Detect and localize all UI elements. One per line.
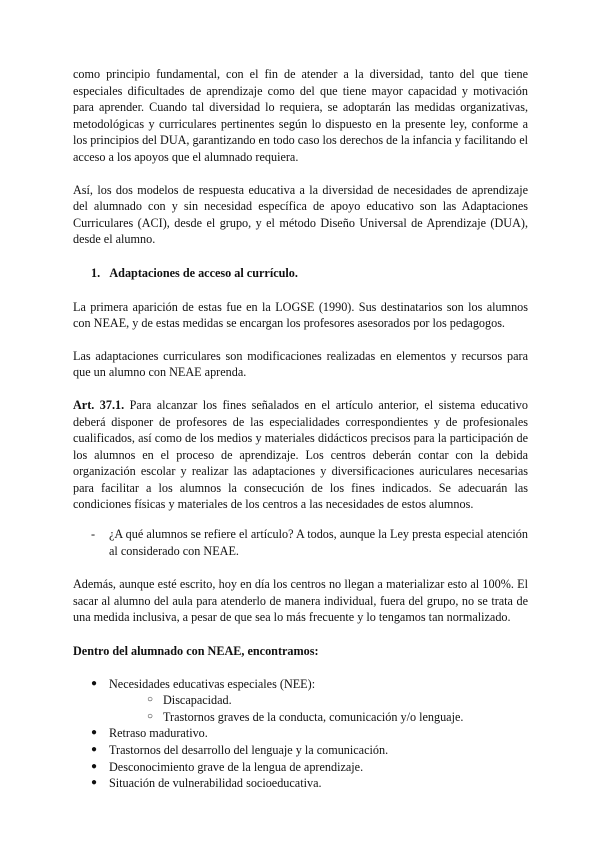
list-item bbox=[73, 742, 528, 759]
list-item-text: Necesidades educativas especiales (NEE): bbox=[109, 676, 316, 691]
sub-list-item bbox=[109, 709, 528, 726]
bullet-icon: ● bbox=[91, 760, 98, 772]
dash-list-item bbox=[73, 526, 528, 559]
sub-list-item-text: Trastornos graves de la conducta, comunicación y/o lenguaje. bbox=[163, 709, 464, 724]
bullet-icon: ● bbox=[91, 744, 98, 755]
article-text: Para alcanzar los fines señalados en el artículo anterior, el sistema educativo deberá disponer de profesores de las especialidades correspondientes y de profesionales cualificados, así como de los medios y materiales didácticos precisos para la participación de los alumnos en el proceso de aprendizaje. Los centros deberán contar con la debida organización escolar y realizar las adaptaciones y diversificaciones auriculares necesarias para facilitar a los alumnos la consecución de los fines indicados. Se adecuarán las condiciones físicas y materiales de los centros a las necesidades de estos alumnos. bbox=[73, 397, 528, 512]
list-item-text: Retraso madurativo. bbox=[109, 726, 208, 741]
dash-list-item-text: ¿A qué alumnos se refiere el artículo? A todos, aunque la Ley presta especial atención al considerado con NEAE. bbox=[109, 527, 528, 558]
section-heading-text: Adaptaciones de acceso al currículo. bbox=[109, 265, 298, 280]
circle-bullet-icon: ○ bbox=[147, 710, 154, 722]
circle-bullet-icon: ○ bbox=[147, 694, 154, 706]
list-item bbox=[73, 725, 528, 742]
paragraph-logse: La primera aparición de estas fue en la LOGSE (1990). Sus destinatarios son los alumnos con NEAE, y de estas medidas se encargan los profesores asesorados por los pedagogos. bbox=[73, 299, 528, 331]
section-title-neae: Dentro del alumnado con NEAE, encontramos: bbox=[73, 644, 319, 659]
list-item-text: Trastornos del desarrollo del lenguaje y la comunicación. bbox=[109, 743, 389, 757]
bullet-icon: ● bbox=[91, 677, 98, 689]
sub-list-item bbox=[109, 692, 528, 709]
paragraph-articulo-37 bbox=[73, 397, 528, 513]
dash-marker: - bbox=[91, 527, 96, 542]
section-heading-adaptaciones-acceso bbox=[73, 265, 528, 282]
paragraph-definicion-adaptaciones: Las adaptaciones curriculares son modificaciones realizadas en elementos y recursos para que un alumno con NEAE aprenda. bbox=[73, 348, 528, 380]
article-label: Art. 37.1. bbox=[73, 397, 125, 412]
bullet-icon: ● bbox=[91, 777, 98, 789]
sub-bullet-list bbox=[109, 692, 528, 725]
paragraph-ademas: Además, aunque esté escrito, hoy en día los centros no llegan a materializar esto al 100%. El sacar al alumno del aula para atenderlo de manera individual, fuera del grupo, no se trata de una medida inclusiva, a pesar de que sea lo más frecuente y lo tengamos tan normalizado. bbox=[73, 577, 528, 625]
bullet-icon: ● bbox=[91, 727, 98, 739]
document-page bbox=[73, 66, 528, 792]
paragraph-modelos-respuesta: Así, los dos modelos de respuesta educativa a la diversidad de necesidades de aprendizaje del alumnado con y sin necesidad específica de apoyo educativo son las Adaptaciones Curriculares (ACI), desde el grupo, y el método Diseño Universal de Aprendizaje (DUA), desde el alumno. bbox=[73, 182, 528, 247]
list-item bbox=[73, 759, 528, 776]
bullet-list bbox=[73, 676, 528, 792]
sub-list-item-text: Discapacidad. bbox=[163, 693, 232, 708]
list-item bbox=[73, 775, 528, 792]
section-heading-number: 1. bbox=[91, 265, 101, 280]
list-item bbox=[73, 676, 528, 726]
paragraph-principio-fundamental: como principio fundamental, con el fin de atender a la diversidad, tanto del que tiene especiales dificultades de aprendizaje como del que tiene mayor capacidad y motivación para aprender. Cuando tal diversidad lo requiera, se adoptarán las medidas organizativas, metodológicas y curriculares pertinentes según lo dispuesto en la presente ley, conforme a los principios del DUA, garantizando en todo caso los derechos de la infancia y facilitando el acceso a los apoyos que el alumnado requiera. bbox=[73, 67, 528, 164]
list-item-text: Desconocimiento grave de la lengua de aprendizaje. bbox=[109, 759, 364, 774]
list-item-text: Situación de vulnerabilidad socioeducativa. bbox=[109, 776, 322, 791]
